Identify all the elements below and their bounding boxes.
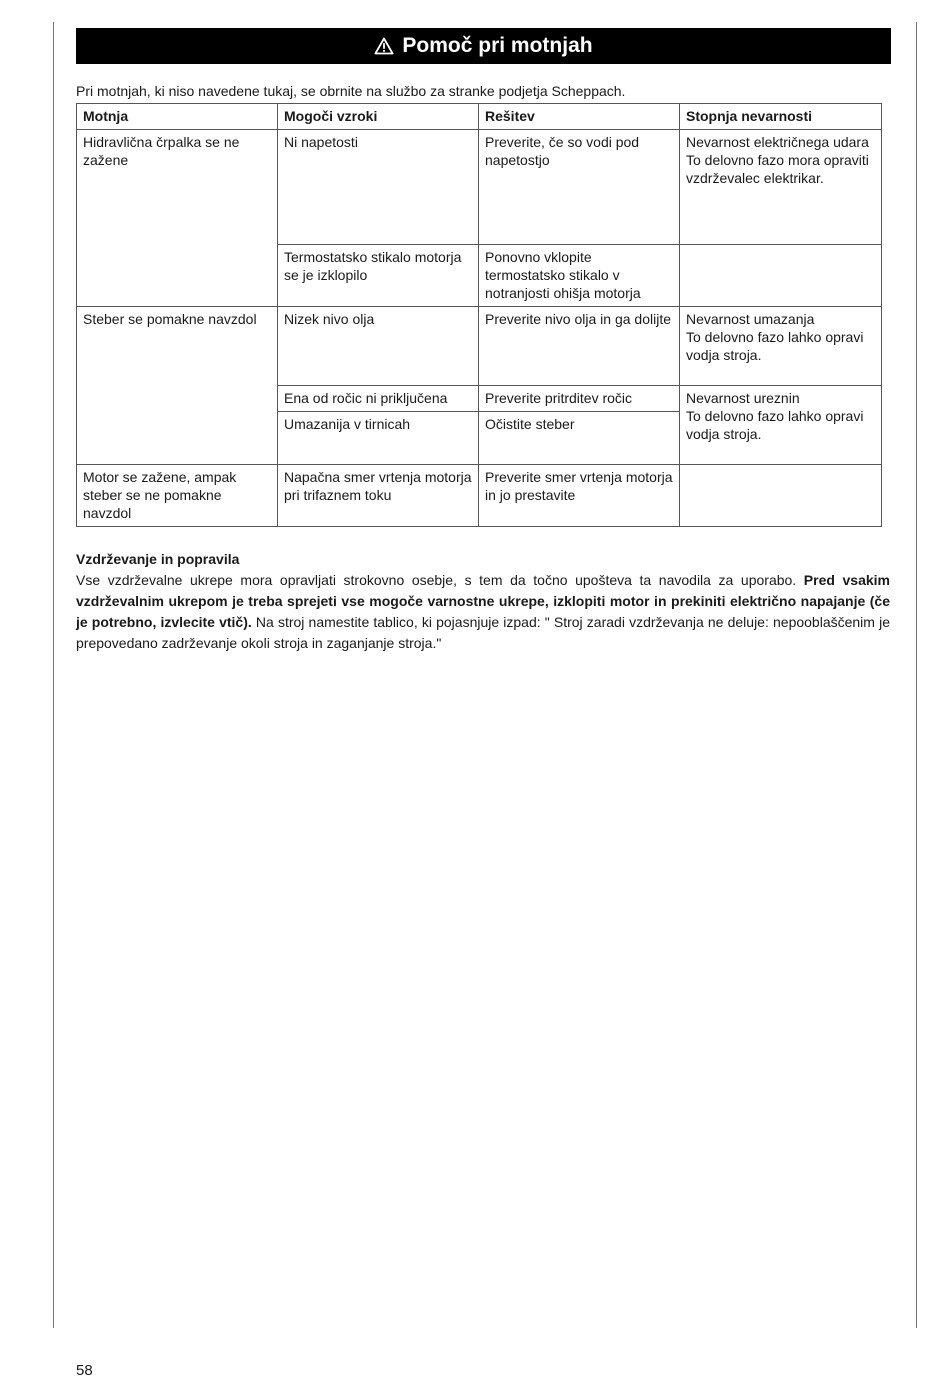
table-cell-nevarnost: Nevarnost ureznin To delovno fazo lahko opravi vodja stroja. — [680, 386, 882, 465]
table-cell-resitev: Preverite nivo olja in ga dolijte — [479, 307, 680, 386]
table-cell-motnja: Motor se zažene, ampak steber se ne pomakne navzdol — [77, 465, 278, 527]
table-cell-vzrok: Ena od ročic ni priključena — [278, 386, 479, 412]
table-cell-nevarnost: Nevarnost umazanja To delovno fazo lahko opravi vodja stroja. — [680, 307, 882, 386]
table-cell-motnja: Steber se pomakne navzdol — [77, 307, 278, 465]
maintenance-section — [76, 549, 890, 654]
column-header-resitev: Rešitev — [479, 104, 680, 130]
table-cell-vzrok: Ni napetosti — [278, 130, 479, 245]
table-cell-resitev: Očistite steber — [479, 412, 680, 465]
maintenance-text-bold: Pred vsakim vzdrževalnim ukrepom je treba sprejeti vse mogoče varnostne ukrepe, izklopiti motor in prekiniti električno napajanje (če je potrebno, izvlecite vtič). — [76, 572, 890, 630]
table-cell-resitev: Ponovno vklopite termostatsko stikalo v notranjosti ohišja motorja — [479, 245, 680, 307]
maintenance-text-1: Vse vzdrževalne ukrepe mora opravljati strokovno osebje, s tem da točno upošteva ta navodila za uporabo. — [76, 572, 804, 588]
page-title: Pomoč pri motnjah — [402, 34, 593, 57]
table-cell-nevarnost — [680, 245, 882, 307]
table-cell-vzrok: Nizek nivo olja — [278, 307, 479, 386]
troubleshooting-table — [76, 103, 882, 527]
table-cell-vzrok: Termostatsko stikalo motorja se je izklopilo — [278, 245, 479, 307]
table-cell-nevarnost: Nevarnost električnega udara To delovno fazo mora opraviti vzdrževalec elektrikar. — [680, 130, 882, 245]
section-title-bar — [76, 28, 891, 64]
column-header-nevarnost: Stopnja nevarnosti — [680, 104, 882, 130]
intro-text: Pri motnjah, ki niso navedene tukaj, se obrnite na službo za stranke podjetja Scheppach. — [76, 83, 626, 99]
column-header-vzroki: Mogoči vzroki — [278, 104, 479, 130]
left-margin-rule — [53, 22, 54, 1328]
page-number: 58 — [76, 1362, 93, 1379]
table-row — [77, 465, 882, 527]
column-header-motnja: Motnja — [77, 104, 278, 130]
warning-triangle-icon — [374, 37, 394, 55]
table-cell-vzrok: Umazanija v tirnicah — [278, 412, 479, 465]
table-row — [77, 307, 882, 386]
table-cell-motnja: Hidravlična črpalka se ne zažene — [77, 130, 278, 307]
table-header-row — [77, 104, 882, 130]
table-cell-nevarnost — [680, 465, 882, 527]
right-margin-rule — [916, 22, 917, 1328]
table-cell-resitev: Preverite smer vrtenja motorja in jo prestavite — [479, 465, 680, 527]
maintenance-heading: Vzdrževanje in popravila — [76, 551, 240, 567]
maintenance-paragraph — [76, 570, 890, 654]
maintenance-text-2: Na stroj namestite tablico, ki pojasnjuje izpad: " Stroj zaradi vzdrževanja ne deluje: nepooblaščenim je prepovedano zadrževanje okoli stroja in zaganjanje stroja." — [76, 614, 890, 651]
table-cell-resitev: Preverite, če so vodi pod napetostjo — [479, 130, 680, 245]
table-row — [77, 130, 882, 245]
table-cell-vzrok: Napačna smer vrtenja motorja pri trifaznem toku — [278, 465, 479, 527]
table-cell-resitev: Preverite pritrditev ročic — [479, 386, 680, 412]
